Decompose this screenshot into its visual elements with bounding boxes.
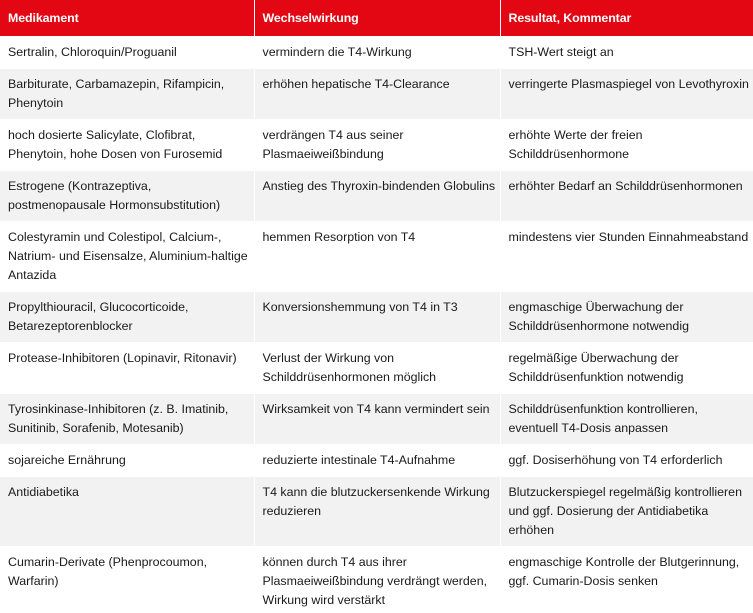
cell-wechselwirkung: erhöhen hepatische T4-Clearance [254, 69, 500, 120]
cell-resultat: engmaschige Kontrolle der Blutgerinnung, ggf. Cumarin-Dosis senken [500, 547, 753, 613]
cell-wechselwirkung: reduzierte intestinale T4-Aufnahme [254, 445, 500, 477]
cell-wechselwirkung: T4 kann die blutzuckersenkende Wirkung reduzieren [254, 477, 500, 547]
table-row [0, 394, 753, 445]
table-header-row [0, 0, 753, 37]
cell-resultat: engmaschige Überwachung der Schilddrüsenhormone notwendig [500, 292, 753, 343]
header-resultat: Resultat, Kommentar [500, 0, 753, 37]
cell-resultat: erhöhte Werte der freien Schilddrüsenhormone [500, 120, 753, 171]
cell-medikament: Propylthiouracil, Glucocorticoide, Betarezeptorenblocker [0, 292, 254, 343]
table-row [0, 547, 753, 613]
cell-medikament: Sertralin, Chloroquin/Proguanil [0, 37, 254, 69]
cell-wechselwirkung: Konversionshemmung von T4 in T3 [254, 292, 500, 343]
table-row [0, 120, 753, 171]
cell-wechselwirkung: verdrängen T4 aus seiner Plasmaeiweißbindung [254, 120, 500, 171]
cell-medikament: Protease-Inhibitoren (Lopinavir, Ritonavir) [0, 343, 254, 394]
cell-medikament: hoch dosierte Salicylate, Clofibrat, Phenytoin, hohe Dosen von Furosemid [0, 120, 254, 171]
cell-resultat: verringerte Plasmaspiegel von Levothyroxin [500, 69, 753, 120]
cell-resultat: erhöhter Bedarf an Schilddrüsenhormonen [500, 171, 753, 222]
cell-medikament: sojareiche Ernährung [0, 445, 254, 477]
cell-medikament: Antidiabetika [0, 477, 254, 547]
cell-medikament: Estrogene (Kontrazeptiva, postmenopausale Hormonsubstitution) [0, 171, 254, 222]
table-row [0, 69, 753, 120]
cell-resultat: TSH-Wert steigt an [500, 37, 753, 69]
cell-medikament: Barbiturate, Carbamazepin, Rifampicin, Phenytoin [0, 69, 254, 120]
cell-wechselwirkung: Wirksamkeit von T4 kann vermindert sein [254, 394, 500, 445]
cell-medikament: Tyrosinkinase-Inhibitoren (z. B. Imatinib, Sunitinib, Sorafenib, Motesanib) [0, 394, 254, 445]
cell-resultat: ggf. Dosiserhöhung von T4 erforderlich [500, 445, 753, 477]
cell-medikament: Cumarin-Derivate (Phenprocoumon, Warfarin) [0, 547, 254, 613]
table-row [0, 37, 753, 69]
cell-medikament: Colestyramin und Colestipol, Calcium-, Natrium- und Eisensalze, Aluminium-haltige Antazida [0, 222, 254, 292]
cell-wechselwirkung: Anstieg des Thyroxin-bindenden Globulins [254, 171, 500, 222]
table-row [0, 445, 753, 477]
cell-resultat: regelmäßige Überwachung der Schilddrüsenfunktion notwendig [500, 343, 753, 394]
cell-resultat: Blutzuckerspiegel regelmäßig kontrollieren und ggf. Dosierung der Antidiabetika erhöhen [500, 477, 753, 547]
table-row [0, 222, 753, 292]
table-row [0, 171, 753, 222]
cell-resultat: Schilddrüsenfunktion kontrollieren, eventuell T4-Dosis anpassen [500, 394, 753, 445]
header-wechselwirkung: Wechselwirkung [254, 0, 500, 37]
table-row [0, 343, 753, 394]
cell-wechselwirkung: können durch T4 aus ihrer Plasmaeiweißbindung verdrängt werden, Wirkung wird verstärkt [254, 547, 500, 613]
cell-wechselwirkung: Verlust der Wirkung von Schilddrüsenhormonen möglich [254, 343, 500, 394]
table-row [0, 292, 753, 343]
cell-wechselwirkung: vermindern die T4-Wirkung [254, 37, 500, 69]
cell-resultat: mindestens vier Stunden Einnahmeabstand [500, 222, 753, 292]
header-medikament: Medikament [0, 0, 254, 37]
table-row [0, 477, 753, 547]
cell-wechselwirkung: hemmen Resorption von T4 [254, 222, 500, 292]
